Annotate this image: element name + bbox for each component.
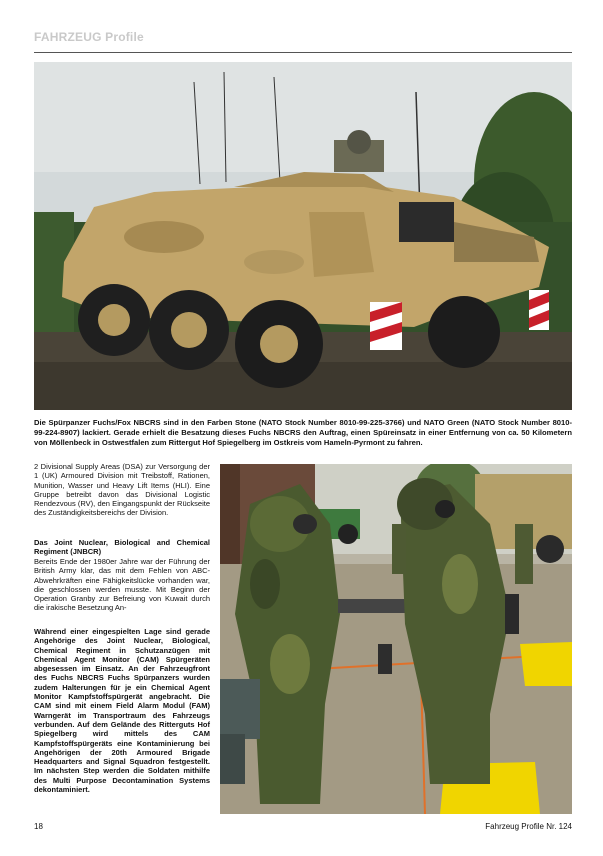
photo-caption: Die Spürpanzer Fuchs/Fox NBCRS sind in den Farben Stone (NATO Stock Number 8010-99-225-3766) und NATO Green (NATO Stock Number 8010-99-224-8907) lackiert. Gerade erhielt die Besatzung dieses Fuchs NBCRS den Auftrag, einen Spüreinsatz in einer Entfernung von ca. 50 Kilometern von Möllenbeck in Ostwestfalen zum Rittergut Hof Spiegelberg im Ostkreis vom Hameln-Pyrmont zu fahren. — [34, 418, 572, 447]
publication-title: Fahrzeug Profile Nr. 124 — [485, 822, 572, 831]
page-header: FAHRZEUG Profile — [34, 30, 144, 44]
header-rule — [34, 52, 572, 53]
nbc-soldiers-illustration — [220, 464, 572, 814]
bold-caption-paragraph: Während einer eingespielten Lage sind gerade Angehörige des Joint Nuclear, Biological, Chemical Regiment in Schutzanzügen mit Chemical Agent Monitor (CAM) Spürgeräten abgesessen im Einsatz. An der Fahrzeugfront des Fuchs NBCRS Fuchs Spürpanzers wurden zudem Halterungen für je ein Chemical Agent Monitor Kampfstoffspürgerät angebracht. Die CAM sind mit einem Field Alarm Modul (FAM) Warngerät im Transportraum des Fahrzeugs verbunden. Auf dem Gelände des Ritterguts Hof Spiegelberg wird mittels des CAM Kampfstoffspürgeräts eine Kontaminierung bei Angehörigen der 20th Armoured Brigade Headquarters and Signal Squadron festgestellt. Im nächsten Step werden die Soldaten mithilfe des Multi Purpose Decontamination Systems dekontaminiert. — [34, 627, 210, 795]
section-heading: Das Joint Nuclear, Biological and Chemical Regiment (JNBCR) — [34, 538, 210, 557]
fuchs-vehicle-illustration — [34, 62, 572, 410]
body-paragraph-1: 2 Divisional Supply Areas (DSA) zur Versorgung der 1 (UK) Armoured Division mit Treibstoff, Rationen, Munition, Wasser und Heavy Lift Items (HLI). Eine Gruppe betreibt davon das Divisional Logistic Rendezvous (RV), den Eingangspunkt der Rückseite des Zuständigkeitsbereichs der Division. — [34, 462, 210, 518]
body-paragraph-2: Bereits Ende der 1980er Jahre war der Führung der British Army klar, das mit dem Fehlen von ABC-Abwehrkräften eine Fähigkeitslücke vorhanden war, die geschlossen werden musste. Mit Beginn der Operation Granby zur Befreiung von Kuwait durch die irakische Besetzung An- — [34, 557, 210, 613]
page-number: 18 — [34, 822, 43, 831]
photo-nbc-soldiers — [220, 464, 572, 814]
photo-fuchs-vehicle — [34, 62, 572, 410]
